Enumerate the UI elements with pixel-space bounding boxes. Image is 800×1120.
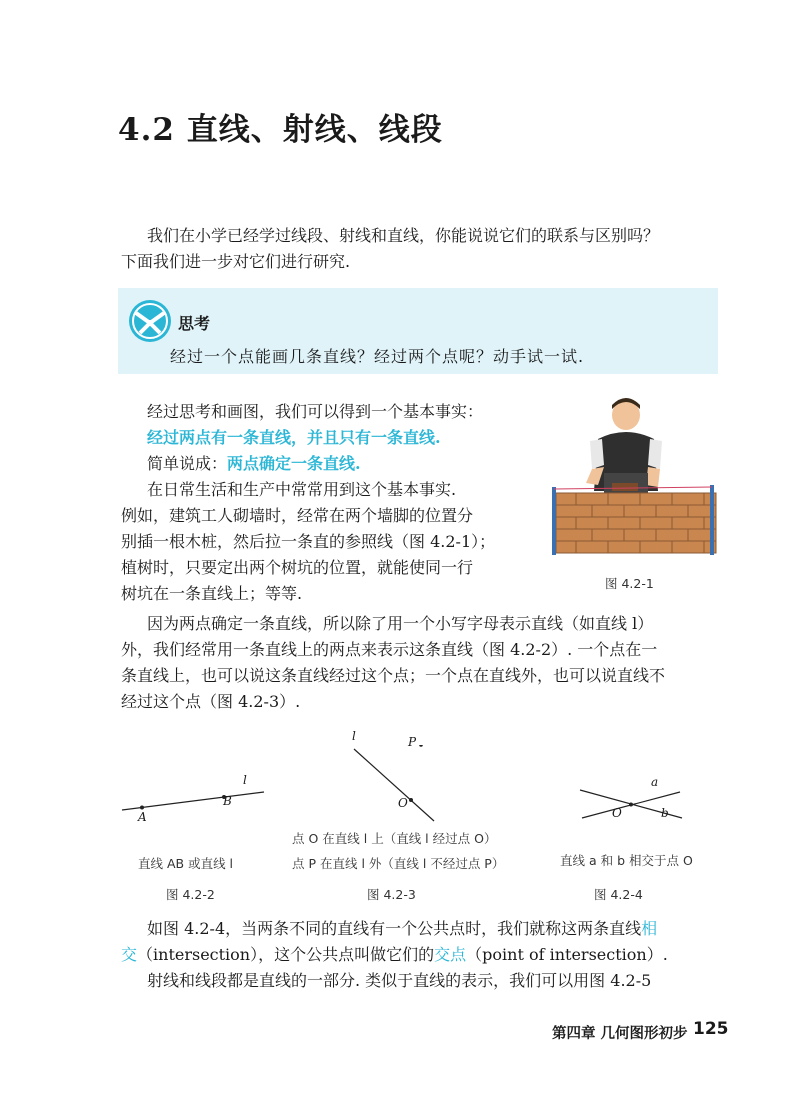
figure-4-2-2-point-a: A [138, 810, 147, 824]
notation-line-1: 因为两点确定一条直线，所以除了用一个小写字母表示直线（如直线 l） [147, 614, 654, 633]
application-line-4: 植树时，只要定出两个树坑的位置，就能使同一行 [121, 558, 474, 577]
intersect-line-1-text: 如图 4.2-4，当两条不同的直线有一个公共点时，我们就称这两条直线 [147, 919, 642, 938]
figure-4-2-1-bricklayer-illustration [546, 395, 720, 557]
figure-4-2-4-line-b: b [661, 806, 669, 820]
application-line-1: 在日常生活和生产中常常用到这个基本事实. [147, 480, 457, 499]
figure-4-2-3-diagram [350, 745, 450, 825]
ray-segment-line: 射线和线段都是直线的一部分. 类似于直线的表示，我们可以用图 4.2-5 [147, 971, 652, 990]
figure-4-2-4-desc: 直线 a 和 b 相交于点 O [560, 853, 693, 868]
notation-line-4: 经过这个点（图 4.2-3）. [121, 692, 301, 711]
intersect-line-2-post: （point of intersection）. [466, 945, 668, 964]
application-line-3: 别插一根木桩，然后拉一条直的参照线（图 4.2-1）； [121, 532, 496, 551]
figure-4-2-3-line-label: l [352, 729, 356, 743]
footer-chapter: 第四章 几何图形初步 [552, 1026, 688, 1042]
page-number: 125 [693, 1019, 729, 1039]
fact-lead: 经过思考和画图，我们可以得到一个基本事实： [147, 402, 484, 421]
think-body: 经过一个点能画几条直线？经过两个点呢？动手试一试. [170, 347, 585, 366]
figure-4-2-4-point-o: O [612, 806, 622, 820]
figure-4-2-3-point-o: O [398, 796, 408, 810]
figure-4-2-3-point-p: P [408, 735, 417, 749]
fact-short-prefix: 简单说成： [147, 454, 228, 473]
notation-line-3: 条直线上，也可以说这条直线经过这个点；一个点在直线外，也可以说直线不 [121, 666, 666, 685]
intersect-line-1 [147, 916, 657, 942]
term-intersect-part-2: 交 [121, 945, 138, 964]
thinking-figure-icon [128, 299, 172, 343]
intro-line-1: 我们在小学已经学过线段、射线和直线，你能说说它们的联系与区别吗？ [147, 226, 660, 245]
notation-line-2: 外，我们经常用一条直线上的两点来表示这条直线（图 4.2-2）. 一个点在一 [121, 640, 658, 659]
figure-4-2-2-caption: 图 4.2-2 [166, 887, 215, 902]
section-title: 4.2 直线、射线、线段 [118, 112, 443, 148]
think-label: 思考 [178, 314, 211, 333]
fact-short [147, 451, 361, 477]
fact-short-text: 两点确定一条直线. [227, 454, 361, 473]
figure-4-2-1-caption: 图 4.2-1 [605, 576, 654, 591]
intro-line-2: 下面我们进一步对它们进行研究. [121, 252, 351, 271]
figure-4-2-2-desc: 直线 AB 或直线 l [138, 856, 234, 871]
figure-4-2-4-line-a: a [651, 775, 659, 789]
figure-4-2-3-caption: 图 4.2-3 [367, 887, 416, 902]
figure-4-2-4-diagram [576, 784, 686, 824]
application-line-2: 例如，建筑工人砌墙时，经常在两个墙脚的位置分 [121, 506, 474, 525]
term-intersect-part-1: 相 [641, 919, 658, 938]
intersect-line-2 [121, 942, 668, 968]
fact-statement: 经过两点有一条直线，并且只有一条直线. [147, 428, 441, 447]
figure-4-2-2-line-label: l [243, 773, 247, 787]
term-point-of-intersection: 交点 [434, 945, 467, 964]
application-line-5: 树坑在一条直线上；等等. [121, 584, 303, 603]
figure-4-2-4-caption: 图 4.2-4 [594, 887, 643, 902]
figure-4-2-2-point-b: B [223, 794, 232, 808]
figure-4-2-3-desc-2: 点 P 在直线 l 外（直线 l 不经过点 P） [292, 856, 505, 871]
figure-4-2-3-desc-1: 点 O 在直线 l 上（直线 l 经过点 O） [292, 831, 497, 846]
intersect-line-2-mid: （intersection），这个公共点叫做它们的 [137, 945, 435, 964]
